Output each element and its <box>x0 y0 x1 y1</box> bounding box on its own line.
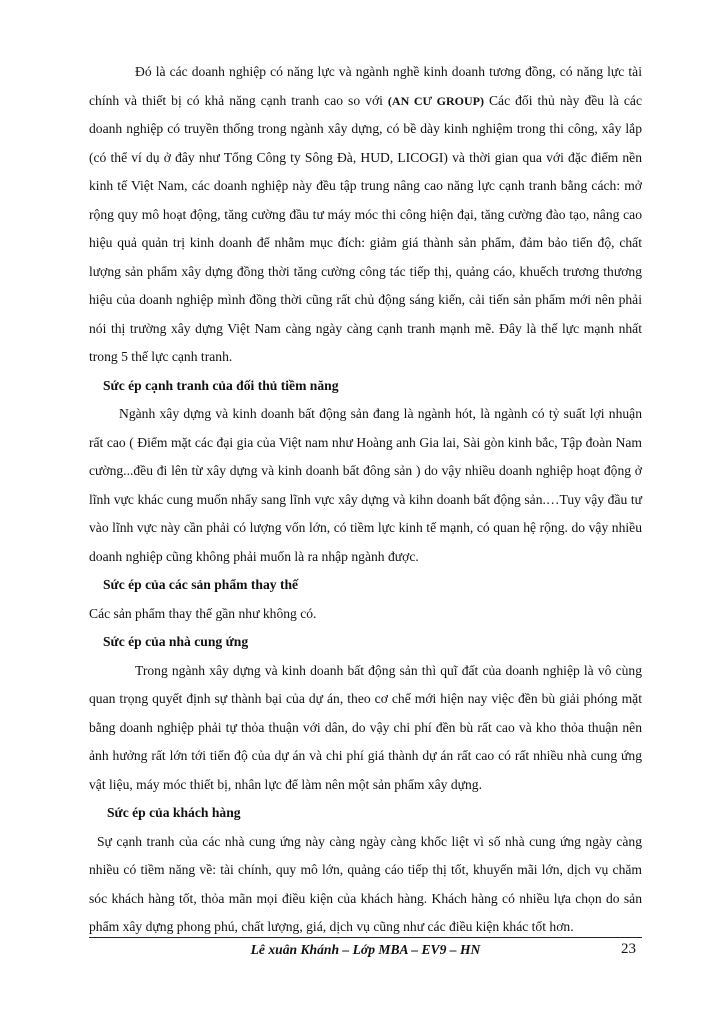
paragraph-competitors <box>89 58 642 372</box>
paragraph-suppliers: Trong ngành xây dựng và kinh doanh bất động sản thì quĩ đất của doanh nghiệp là vô cùng quan trọng quyết định sự thành bại của dự án, theo cơ chế mới hiện nay việc đền bù giải phóng mặt bằng doanh nghiệp phải tự thỏa thuận với dân, do vậy chi phí đền bù rất cao và kho thỏa thuận nên ảnh hưởng rất lớn tới tiến độ của dự án và chi phí giá thành dự án rất cao có rất nhiều nhà cung ứng vật liệu, máy móc thiết bị, nhân lực để làm nên một sản phẩm xây dựng. <box>89 662 642 792</box>
paragraph-text: Các đối thủ này đều là các doanh nghiệp có truyền thống trong ngành xây dựng, có bề dày kinh nghiệm trong thi công, xây lắp (có thể ví dụ ở đây như Tổng Công ty Sông Đà, HUD, LICOGI) và thời gian qua với đặc điểm nền kinh tế Việt Nam, các doanh nghiệp này đều tập trung nâng cao năng lực cạnh tranh bằng cách: mở rộng quy mô hoạt động, tăng cường đầu tư máy móc thi công hiện đại, tăng cường đào tạo, nâng cao hiệu quả quản trị kinh doanh để nhằm mục đích: giảm giá thành sản phẩm, đảm bảo tiến độ, chất lượng sản phẩm xây dựng đồng thời tăng cường công tác tiếp thị, quảng cáo, khuếch trương thương hiệu của doanh nghiệp mình đồng thời cũng rất chủ động sáng kiến, cải tiến sản phẩm mới nên phải nói thị trường xây dựng Việt Nam càng ngày càng cạnh tranh mạnh mẽ. Đây là thế lực mạnh nhất trong 5 thế lực cạnh tranh. <box>89 92 642 364</box>
heading-customers: Sức ép của khách hàng <box>107 805 241 820</box>
paragraph-potential-entrants: Ngành xây dựng và kinh doanh bất động sản đang là ngành hót, là ngành có tỷ suất lợi nhuận rất cao ( Điểm mặt các đại gia của Việt nam như Hoàng anh Gia lai, Sài gòn kinh bắc, Tập đoàn Nam cường...đều đi lên từ xây dựng và kinh doanh bất đông sản ) do vậy nhiều doanh nghiệp hoạt động ở lĩnh vực khác cung muốn nhẩy sang lĩnh vực xây dựng và kihn doanh bất động sản.…Tuy vậy đầu tư vào lĩnh vực này cần phải có lượng vốn lớn, có tiềm lực kinh tế mạnh, có quan hệ rộng. do vậy nhiều doanh nghiệp cũng không phải muốn là ra nhập ngành được. <box>89 406 642 564</box>
paragraph-text: Đó là các doanh nghiệp có năng lực và ngành nghề kinh doanh tương đồng, có năng lực tài chính và thiết bị có khả năng cạnh tranh cao so với <box>89 64 642 108</box>
page-number: 23 <box>621 941 636 957</box>
heading-suppliers: Sức ép của nhà cung ứng <box>103 634 249 649</box>
paragraph-substitutes: Các sản phẩm thay thế gần như không có. <box>89 605 317 621</box>
heading-potential-entrants: Sức ép cạnh tranh của đối thủ tiềm năng <box>103 377 339 393</box>
company-name: (AN CƯ GROUP) <box>387 93 484 108</box>
footer-author: Lê xuân Khánh – Lớp MBA – EV9 – HN <box>250 942 481 957</box>
paragraph-customers: Sự cạnh tranh của các nhà cung ứng này càng ngày càng khốc liệt vì số nhà cung ứng ngày càng nhiều có tiềm năng về: tài chính, quy mô lớn, quảng cáo tiếp thị tốt, khuyến mãi lớn, dịch vụ chăm sóc khách hàng tốt, thỏa mãn mọi điều kiện của khách hàng. Khách hàng có nhiều lựa chọn do sản phẩm xây dựng phong phú, chất lượng, giá, dịch vụ cũng như các điều kiện khác tốt hơn. <box>89 833 642 934</box>
page-footer <box>89 937 642 968</box>
body-text <box>89 58 642 942</box>
heading-substitutes: Sức ép của các sản phẩm thay thế <box>103 577 299 592</box>
